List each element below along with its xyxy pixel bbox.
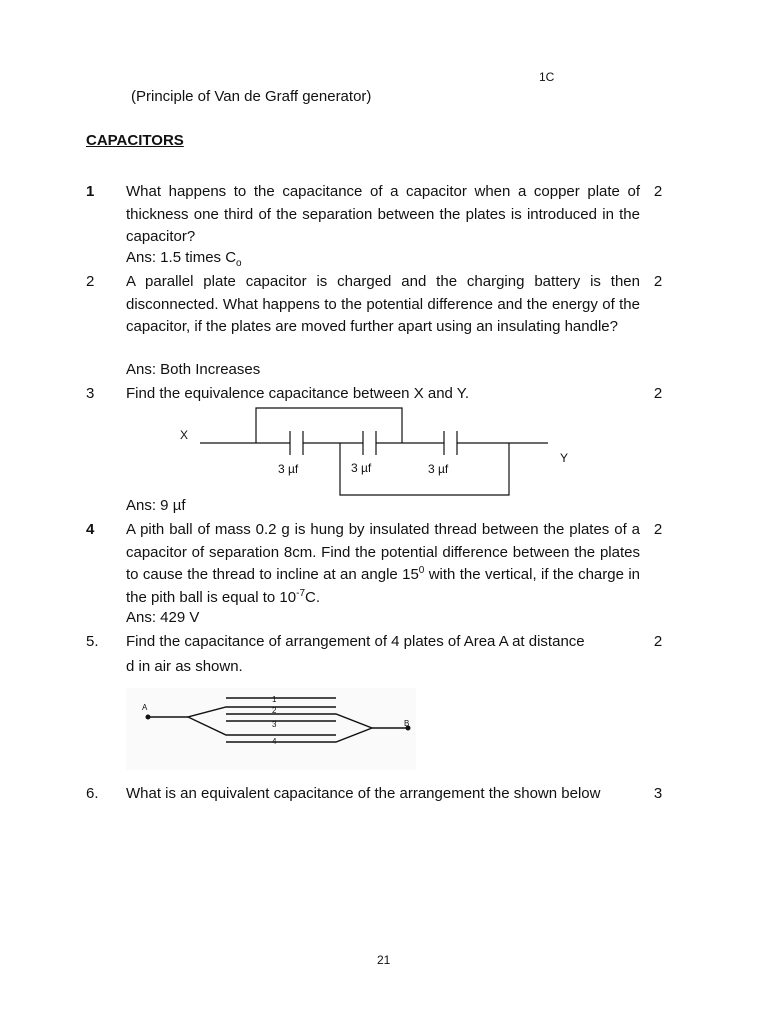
question-5-line2: d in air as shown.	[126, 658, 243, 675]
question-5-line1: Find the capacitance of arrangement of 4 plates of Area A at distance	[126, 633, 585, 650]
capacitor-2-label: 3 µf	[351, 461, 372, 475]
question-2-text: A parallel plate capacitor is charged and the charging battery is then disconnected. What happens to the potential difference and the energy of the capacitor, if the plates are moved further apart using an insulating handle?	[126, 273, 640, 335]
question-3-marks: 2	[653, 385, 663, 402]
capacitor-3-label: 3 µf	[428, 462, 449, 476]
plates-diagram	[126, 688, 416, 770]
question-4-text-part1: A pith ball of mass 0.2 g is hung by insulated thread between the plates of a capacitor of separation 8cm. Find the potential difference between the plates to cause the thread to incline at an angle 15	[126, 521, 640, 583]
page-tag: 1C	[539, 70, 555, 84]
capacitor-circuit-diagram	[170, 402, 580, 502]
question-1-answer-text: Ans: 1.5 times C	[126, 249, 237, 266]
terminal-a-label: A	[142, 703, 148, 712]
terminal-y-label: Y	[560, 451, 569, 465]
section-title: CAPACITORS	[86, 132, 184, 149]
question-4-number: 4	[86, 521, 95, 538]
question-2-number: 2	[86, 273, 95, 290]
plate-4-label: 4	[272, 737, 277, 746]
angle-superscript: 0	[418, 565, 425, 576]
question-6-marks: 3	[653, 785, 663, 802]
question-2-marks: 2	[653, 273, 663, 290]
question-6-number: 6.	[86, 785, 99, 802]
capacitor-1-label: 3 µf	[278, 462, 299, 476]
question-4-text-part3: C.	[305, 588, 321, 606]
terminal-a-dot	[146, 715, 151, 720]
plate-3-label: 3	[272, 720, 277, 729]
subtitle: (Principle of Van de Graff generator)	[131, 88, 372, 105]
question-1-number: 1	[86, 183, 95, 200]
terminal-b-label: B	[404, 719, 410, 728]
charge-superscript: -7	[296, 587, 306, 599]
question-4-answer: Ans: 429 V	[126, 609, 200, 626]
terminal-x-label: X	[180, 428, 189, 442]
question-2-answer: Ans: Both Increases	[126, 361, 261, 378]
question-1-text: What happens to the capacitance of a capacitor when a copper plate of thickness one third of the separation between the plates is introduced in the capacitor?	[126, 183, 640, 245]
question-1-answer	[126, 249, 242, 269]
question-3-number: 3	[86, 385, 95, 402]
plate-1-label: 1	[272, 695, 277, 704]
question-3-answer: Ans: 9 µf	[126, 497, 186, 514]
question-6-text: What is an equivalent capacitance of the arrangement the shown below	[126, 785, 601, 802]
question-5-number: 5.	[86, 633, 99, 650]
question-3-text: Find the equivalence capacitance between X and Y.	[126, 385, 470, 402]
page-number: 21	[377, 953, 391, 967]
question-5-marks: 2	[653, 633, 663, 650]
question-4-marks: 2	[653, 521, 663, 538]
question-1-answer-subscript: o	[236, 258, 242, 269]
question-4-text	[126, 519, 640, 609]
question-1-marks: 2	[653, 183, 663, 200]
plate-2-label: 2	[272, 706, 277, 715]
question-4-text-part2: with the vertical, if the charge in the pith ball is equal to 10	[126, 566, 640, 606]
